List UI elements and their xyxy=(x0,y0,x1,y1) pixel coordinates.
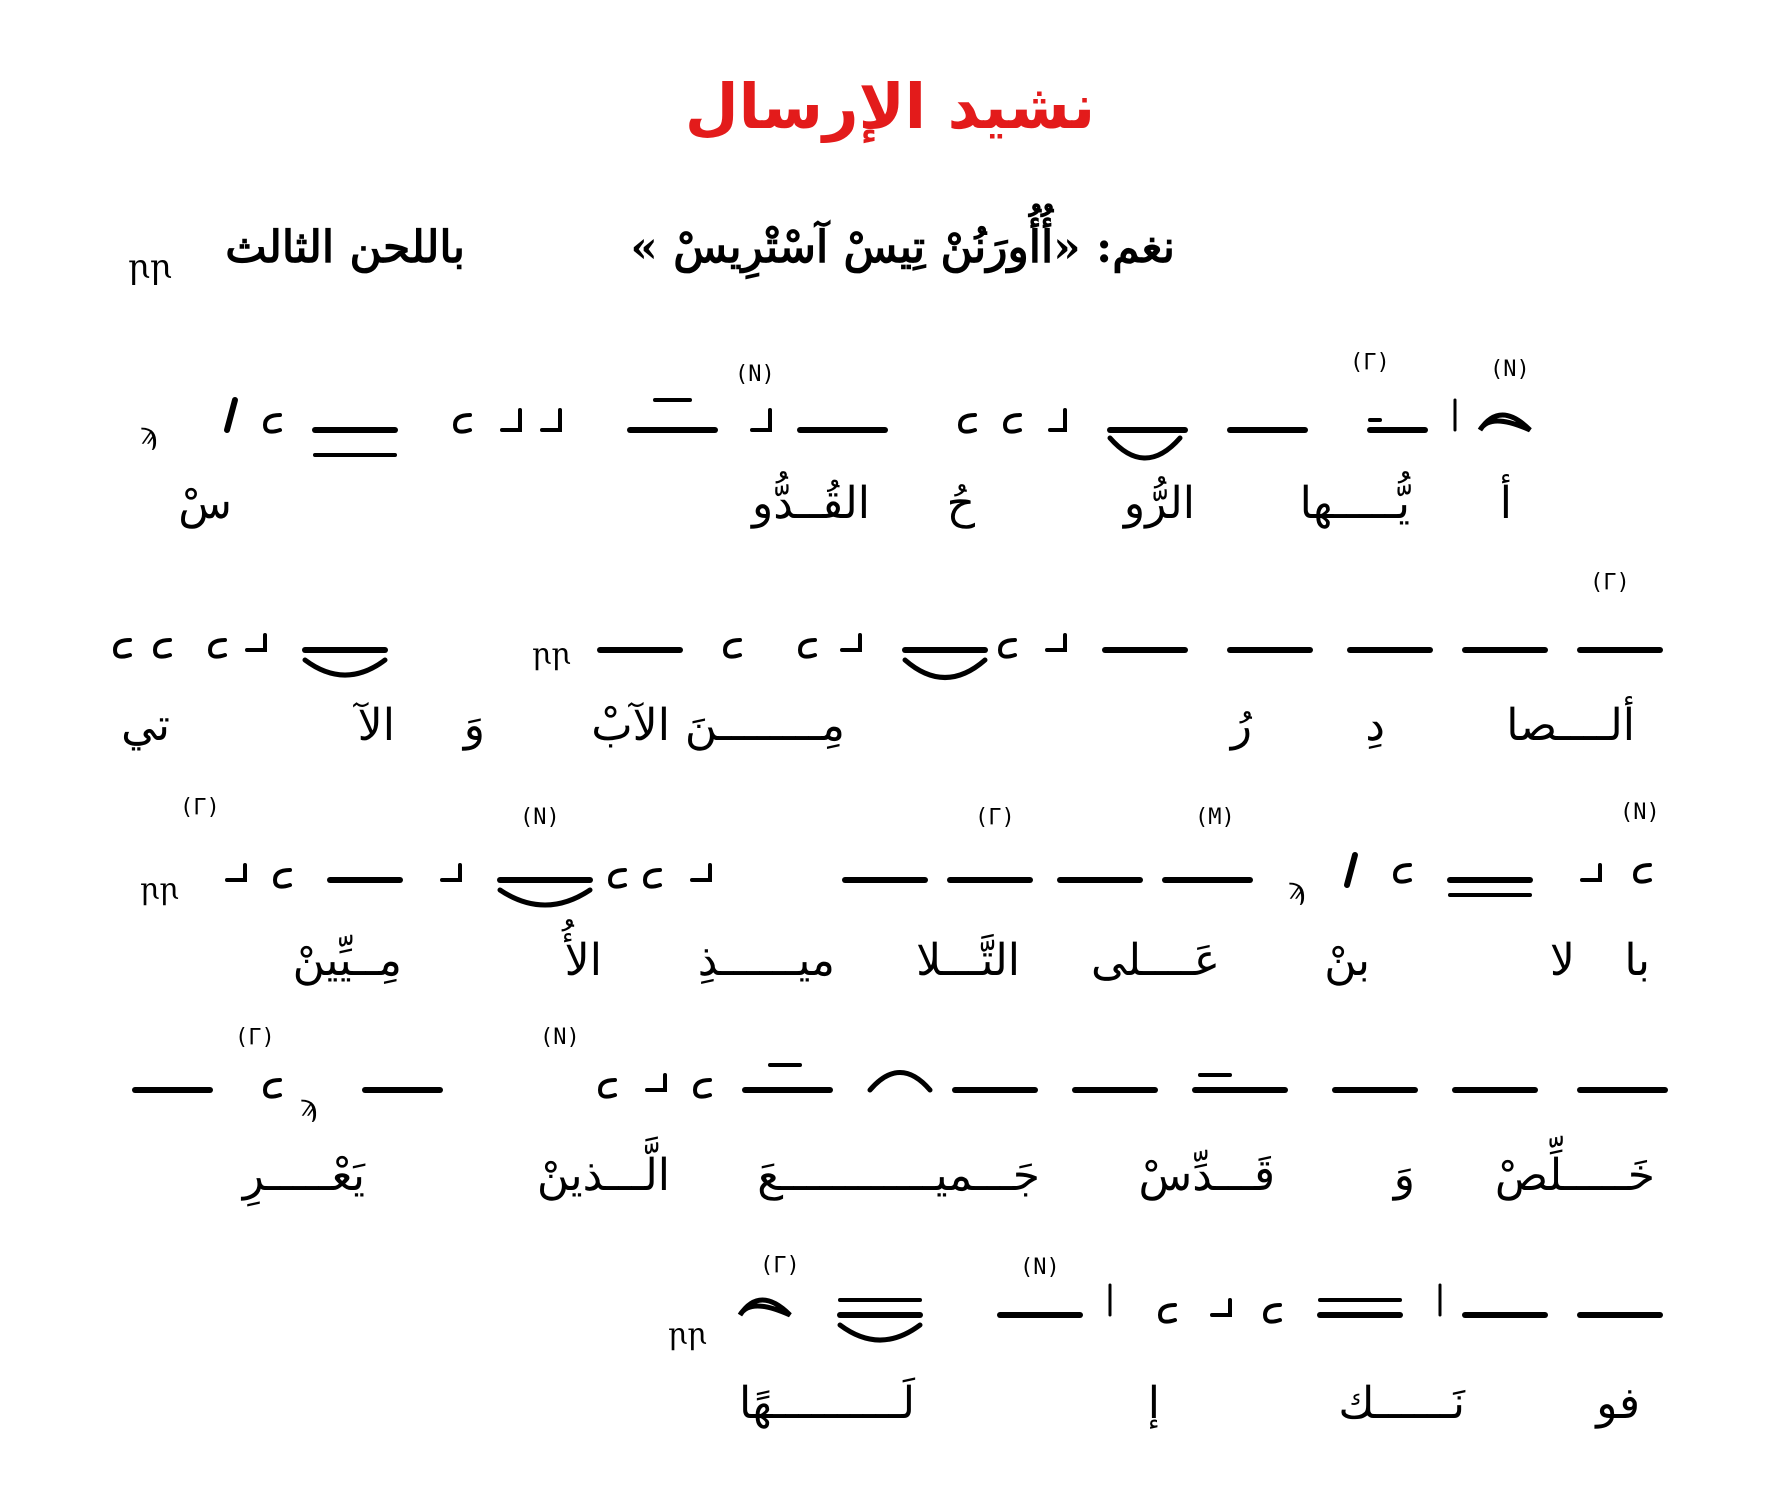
martyria-mark: (Γ) xyxy=(975,805,1015,830)
neume-glyphs xyxy=(0,815,1780,935)
lyric-syllable: يُّـــــها xyxy=(1299,478,1410,529)
lyric-syllable: با xyxy=(1624,935,1650,986)
lyric-syllable: بنْ xyxy=(1324,935,1370,986)
lyric-syllable: إ xyxy=(1147,1378,1160,1429)
fthora-sign: ꞃꞃ xyxy=(140,872,179,907)
fthora-sign: ϡ xyxy=(1288,872,1306,907)
lyric-syllable: القُــدُّو xyxy=(751,478,870,529)
lyric-syllable: لا xyxy=(1549,935,1575,986)
lyric-syllable: الَّـــذينْ xyxy=(536,1150,670,1201)
lyric-syllable: وَ xyxy=(1393,1150,1415,1201)
lyric-syllable: لَــــــــــهًا xyxy=(739,1378,915,1429)
martyria-mark: (Γ) xyxy=(1590,570,1630,595)
mode-label: نغم: «أُأُورَنُنْ تِيسْ آسْتْرِيسْ » xyxy=(630,222,1175,273)
martyria-mark: (N) xyxy=(1490,357,1530,382)
lyric-syllable: فو xyxy=(1596,1378,1640,1429)
lyric-syllable: أ xyxy=(1499,478,1512,529)
neume-line-5 xyxy=(0,1255,1780,1375)
neume-glyphs xyxy=(0,585,1780,705)
martyria-mark: (Γ) xyxy=(235,1025,275,1050)
neume-line-2 xyxy=(0,585,1780,705)
lyric-syllable: الآ xyxy=(357,700,395,751)
lyric-syllable: ألــــصا xyxy=(1506,700,1635,751)
lyric-syllable: مِــــــــنَ xyxy=(684,700,845,751)
neume-line-3 xyxy=(0,815,1780,935)
lyric-syllable: جَـــميــــــــــــعَ xyxy=(757,1150,1040,1201)
fthora-sign: ꞃꞃ xyxy=(128,247,172,287)
fthora-sign: ꞃꞃ xyxy=(532,637,571,672)
lyric-syllable: وَ xyxy=(463,700,485,751)
lyric-syllable: رُ xyxy=(1230,700,1252,751)
lyric-syllable: حُ xyxy=(946,478,975,529)
lyric-syllable: التَّـــلا xyxy=(916,935,1020,986)
lyric-syllable: الآبْ xyxy=(591,700,670,751)
fthora-sign: ϡ xyxy=(140,417,158,452)
lyric-syllable: مِــيِّينْ xyxy=(292,935,402,986)
lyric-syllable: الرُّو xyxy=(1123,478,1195,529)
lyric-syllable: خَـــــلِّصْ xyxy=(1494,1150,1655,1201)
martyria-mark: (N) xyxy=(1620,800,1660,825)
martyria-mark: (Γ) xyxy=(180,795,220,820)
lyric-syllable: عَــــلى xyxy=(1090,935,1220,986)
lyric-syllable: تي xyxy=(121,700,170,751)
martyria-mark: (N) xyxy=(520,805,560,830)
lyric-syllable: الأُ xyxy=(564,935,602,986)
page-title: نشيد الإرسال xyxy=(684,70,1096,143)
martyria-mark: (N) xyxy=(540,1025,580,1050)
lyric-syllable: دِ xyxy=(1365,700,1385,751)
neume-glyphs xyxy=(0,1255,1780,1375)
martyria-mark: (Γ) xyxy=(760,1253,800,1278)
tone-label: باللحن الثالث xyxy=(225,222,465,273)
lyric-syllable: نَــــــك xyxy=(1338,1378,1465,1429)
martyria-mark: (N) xyxy=(1020,1255,1060,1280)
martyria-mark: (M) xyxy=(1195,805,1235,830)
martyria-mark: (Γ) xyxy=(1350,350,1390,375)
fthora-sign: ꞃꞃ xyxy=(668,1317,707,1352)
lyric-syllable: ميــــــذِ xyxy=(697,935,835,986)
lyric-syllable: سْ xyxy=(178,478,232,529)
lyric-syllable: يَعْـــــرِ xyxy=(242,1150,365,1201)
fthora-sign: ϡ xyxy=(300,1089,318,1124)
lyric-syllable: قَـــدِّسْ xyxy=(1138,1150,1275,1201)
martyria-mark: (N) xyxy=(735,362,775,387)
